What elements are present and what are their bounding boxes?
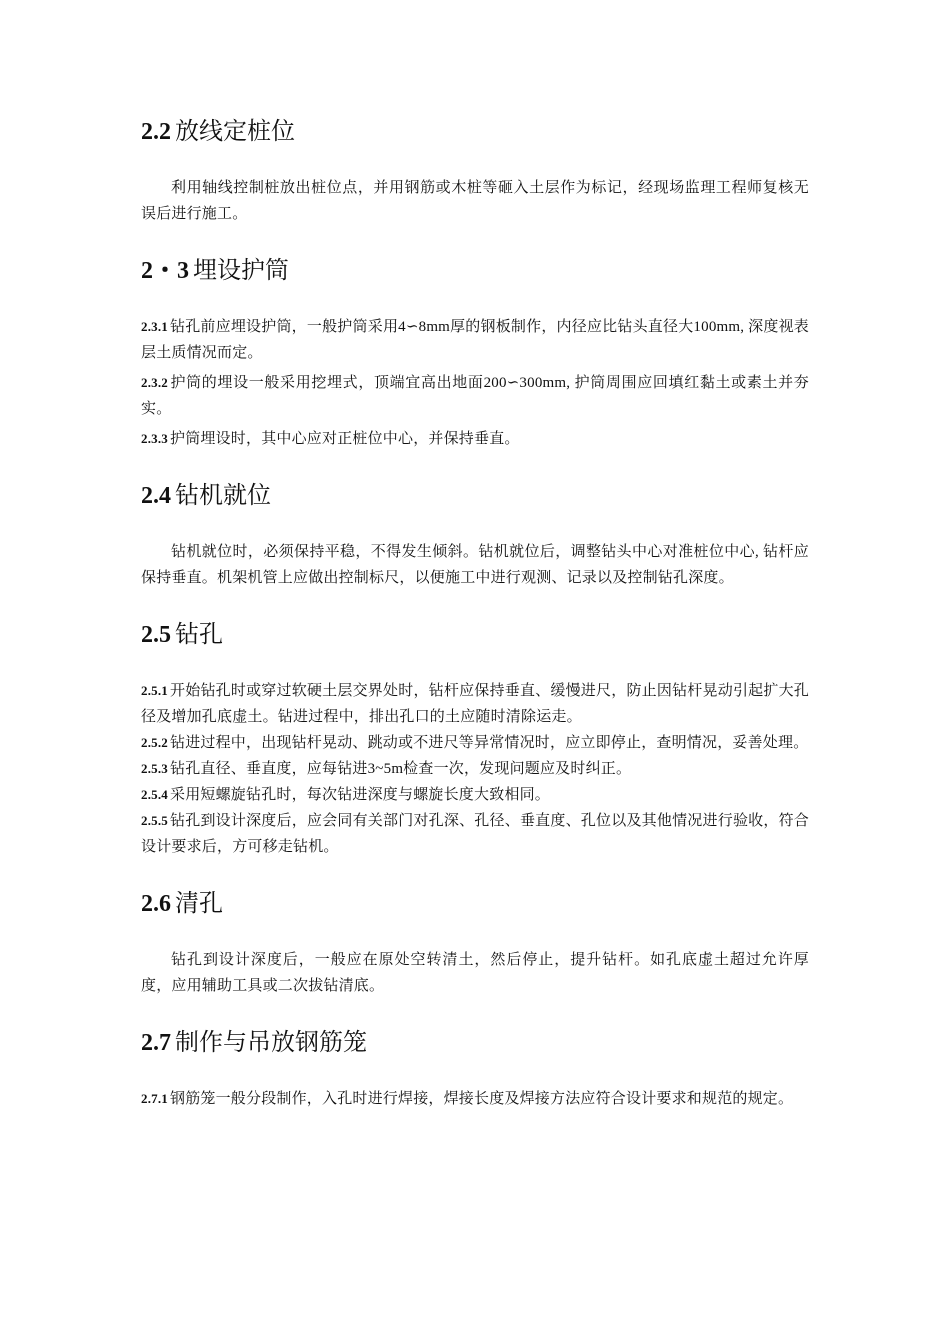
list-item (141, 1086, 809, 1112)
section-2-4 (141, 476, 809, 591)
section-paragraph: 钻机就位时，必须保持平稳，不得发生倾斜。钻机就位后，调整钻头中心对准桩位中心, 钻杆应保持垂直。机架机管上应做出控制标尺，以便施工中进行观测、记录以及控制钻孔深度。 (141, 544, 809, 586)
document-body (141, 112, 809, 1112)
section-title: 制作与吊放钢筋笼 (175, 1030, 367, 1056)
section-2-3 (141, 251, 809, 452)
section-title: 埋设护筒 (193, 258, 289, 284)
list-item (141, 730, 809, 756)
item-number: 2.5.1 (141, 683, 168, 698)
item-text: 开始钻孔时或穿过软硬土层交界处时，钻杆应保持垂直、缓慢进尺，防止因钻杆晃动引起扩大孔径及增加孔底虚土。钻进过程中，排出孔口的土应随时清除运走。 (141, 683, 809, 725)
item-text: 钻孔直径、垂直度，应每钻进3~5m检查一次，发现问题应及时纠正。 (170, 761, 632, 777)
section-heading (141, 884, 809, 924)
item-number: 2.5.3 (141, 761, 168, 776)
section-heading (141, 476, 809, 516)
section-2-5 (141, 615, 809, 860)
item-text: 钻孔前应埋设护筒，一般护筒采用4∽8mm厚的钢板制作，内径应比钻头直径大100mm, 深度视表层土质情况而定。 (141, 319, 809, 361)
list-item (141, 314, 809, 366)
section-heading (141, 112, 809, 152)
item-text: 采用短螺旋钻孔时，每次钻进深度与螺旋长度大致相同。 (170, 787, 551, 803)
section-2-6 (141, 884, 809, 999)
item-number: 2.7.1 (141, 1091, 168, 1106)
section-heading (141, 251, 809, 291)
item-text: 钢筋笼一般分段制作，入孔时进行焊接，焊接长度及焊接方法应符合设计要求和规范的规定。 (170, 1091, 794, 1107)
item-number: 2.3.1 (141, 319, 168, 334)
list-item (141, 756, 809, 782)
section-2-7 (141, 1023, 809, 1112)
list-item (141, 808, 809, 860)
section-title: 钻机就位 (175, 483, 271, 509)
list-item (141, 678, 809, 730)
section-number: 2.2 (141, 119, 171, 145)
section-title: 钻孔 (175, 622, 223, 648)
section-number: 2.4 (141, 483, 171, 509)
item-text: 钻孔到设计深度后，应会同有关部门对孔深、孔径、垂直度、孔位以及其他情况进行验收，符合设计要求后，方可移走钻机。 (141, 813, 809, 855)
section-number: 2.6 (141, 891, 171, 917)
item-number: 2.5.4 (141, 787, 168, 802)
section-heading (141, 615, 809, 655)
section-number: 2.7 (141, 1030, 171, 1056)
item-number: 2.3.3 (141, 431, 168, 446)
section-title: 清孔 (175, 891, 223, 917)
section-number: 2.5 (141, 622, 171, 648)
item-text: 护筒埋设时，其中心应对正桩位中心，并保持垂直。 (170, 431, 520, 447)
section-paragraph: 利用轴线控制桩放出桩位点，并用钢筋或木桩等砸入土层作为标记，经现场监理工程师复核无误后进行施工。 (141, 180, 809, 222)
section-number: 2・3 (141, 258, 189, 284)
section-heading (141, 1023, 809, 1063)
item-number: 2.5.2 (141, 735, 168, 750)
section-2-2 (141, 112, 809, 227)
section-title: 放线定桩位 (175, 119, 295, 145)
list-item (141, 782, 809, 808)
item-number: 2.3.2 (141, 375, 168, 390)
list-item (141, 426, 809, 452)
list-item (141, 370, 809, 422)
item-text: 护筒的埋设一般采用挖埋式，顶端宜高出地面200∽300mm, 护筒周围应回填红黏土或素土并夯实。 (141, 375, 809, 417)
item-text: 钻进过程中，出现钻杆晃动、跳动或不进尺等异常情况时，应立即停止，查明情况，妥善处理。 (170, 735, 809, 751)
item-number: 2.5.5 (141, 813, 168, 828)
section-paragraph: 钻孔到设计深度后，一般应在原处空转清土，然后停止，提升钻杆。如孔底虚土超过允许厚度，应用辅助工具或二次拔钻清底。 (141, 952, 809, 994)
